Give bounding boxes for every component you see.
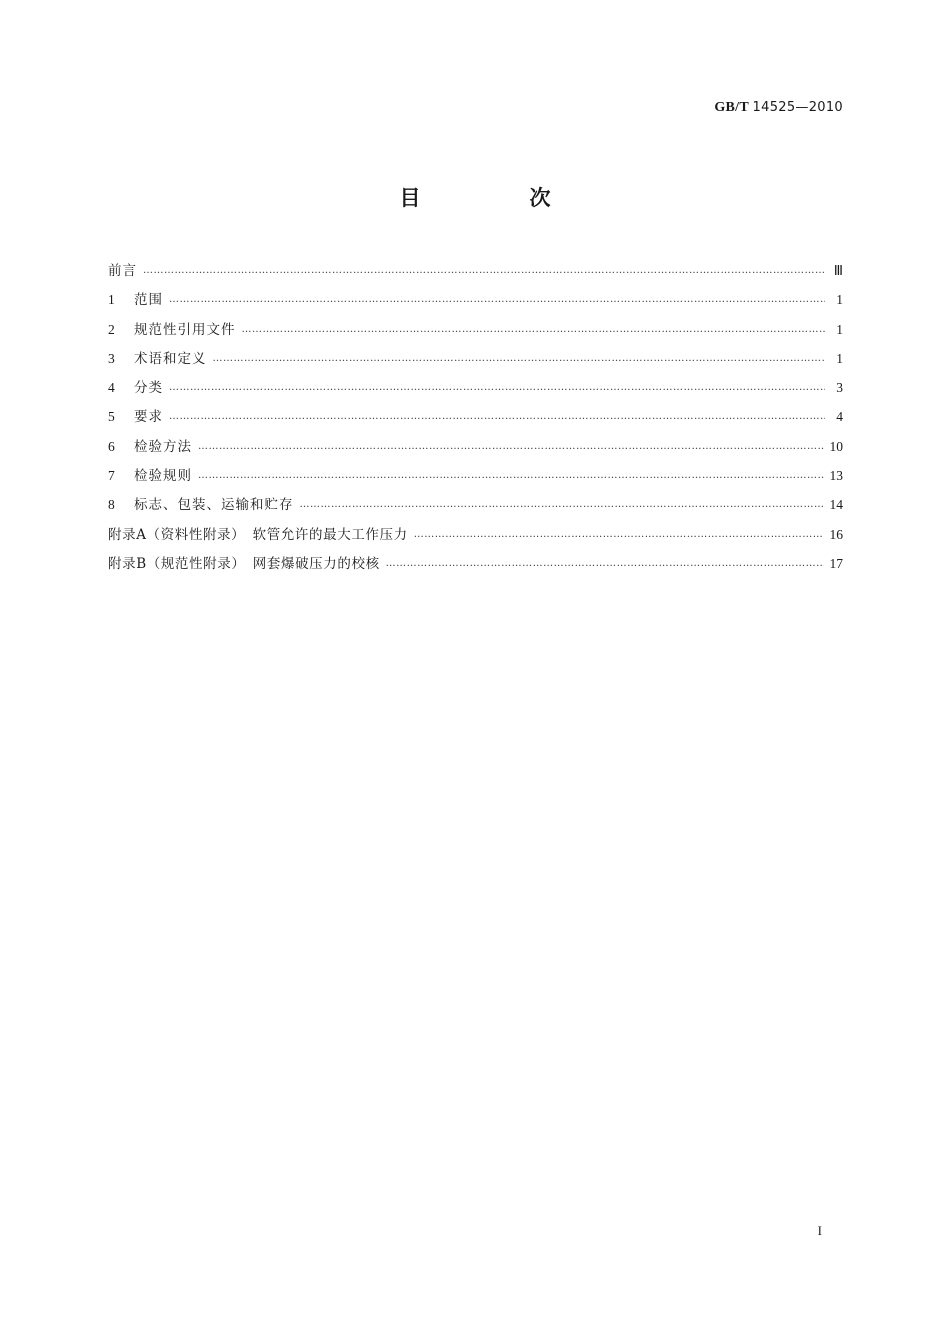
toc-item-label: 附录B（规范性附录） 网套爆破压力的校核 [108, 555, 380, 572]
toc-item-label: 标志、包装、运输和贮存 [134, 497, 294, 514]
toc-item-inspection-rules[interactable] [108, 464, 843, 493]
toc-item-page: 1 [836, 292, 843, 308]
toc-item-page: 1 [836, 321, 843, 337]
toc-item-terms-definitions[interactable] [108, 347, 843, 376]
toc-item-page: 17 [829, 555, 843, 571]
toc-leader-dots [169, 376, 825, 400]
toc-leader-dots [300, 493, 824, 517]
toc-item-number: 7 [108, 468, 115, 484]
toc-item-page: 10 [829, 438, 843, 454]
toc-item-number: 3 [108, 350, 115, 366]
toc-item-marking-packaging[interactable] [108, 493, 843, 522]
toc-item-label: 附录A（资料性附录） 软管允许的最大工作压力 [108, 526, 408, 543]
toc-leader-dots [143, 259, 825, 283]
toc-leader-dots [169, 288, 825, 312]
toc-item-label: 规范性引用文件 [134, 321, 236, 338]
toc-leader-dots [414, 523, 824, 547]
toc-item-label: 前言 [108, 263, 137, 279]
toc-item-number: 4 [108, 380, 115, 396]
toc-item-page: 1 [836, 350, 843, 366]
table-of-contents [108, 259, 843, 581]
toc-leader-dots [169, 405, 825, 429]
toc-item-number: 2 [108, 321, 115, 337]
toc-item-classification[interactable] [108, 376, 843, 405]
toc-item-number: 5 [108, 409, 115, 425]
toc-leader-dots [198, 435, 824, 459]
toc-item-page: 13 [829, 468, 843, 484]
page-title: 目 次 [399, 186, 595, 210]
toc-item-page: 4 [836, 409, 843, 425]
toc-item-number: 6 [108, 438, 115, 454]
toc-item-page: 14 [829, 497, 843, 513]
toc-item-label: 术语和定义 [134, 350, 207, 367]
toc-item-number: 8 [108, 497, 115, 513]
toc-item-foreword[interactable] [108, 259, 843, 288]
toc-item-label: 检验规则 [134, 468, 192, 485]
standard-number [714, 100, 843, 116]
toc-item-number: 1 [108, 292, 115, 308]
toc-item-label: 范围 [134, 292, 163, 309]
toc-leader-dots [198, 464, 824, 488]
toc-item-page: Ⅲ [833, 263, 843, 278]
toc-leader-dots [242, 318, 826, 342]
toc-item-appendix-b[interactable] [108, 552, 843, 581]
toc-item-page: 3 [836, 380, 843, 396]
toc-leader-dots [386, 552, 824, 576]
toc-item-normative-references[interactable] [108, 318, 843, 347]
standard-code: GB/T [714, 100, 749, 115]
toc-item-label: 要求 [134, 409, 163, 426]
toc-item-scope[interactable] [108, 288, 843, 317]
toc-item-label: 分类 [134, 380, 163, 397]
page-number: I [817, 1223, 822, 1238]
toc-leader-dots [213, 347, 826, 371]
standard-year-number: 14525—2010 [752, 100, 843, 115]
toc-item-label: 检验方法 [134, 438, 192, 455]
toc-item-requirements[interactable] [108, 405, 843, 434]
toc-item-appendix-a[interactable] [108, 523, 843, 552]
toc-item-page: 16 [829, 526, 843, 542]
toc-item-test-methods[interactable] [108, 435, 843, 464]
